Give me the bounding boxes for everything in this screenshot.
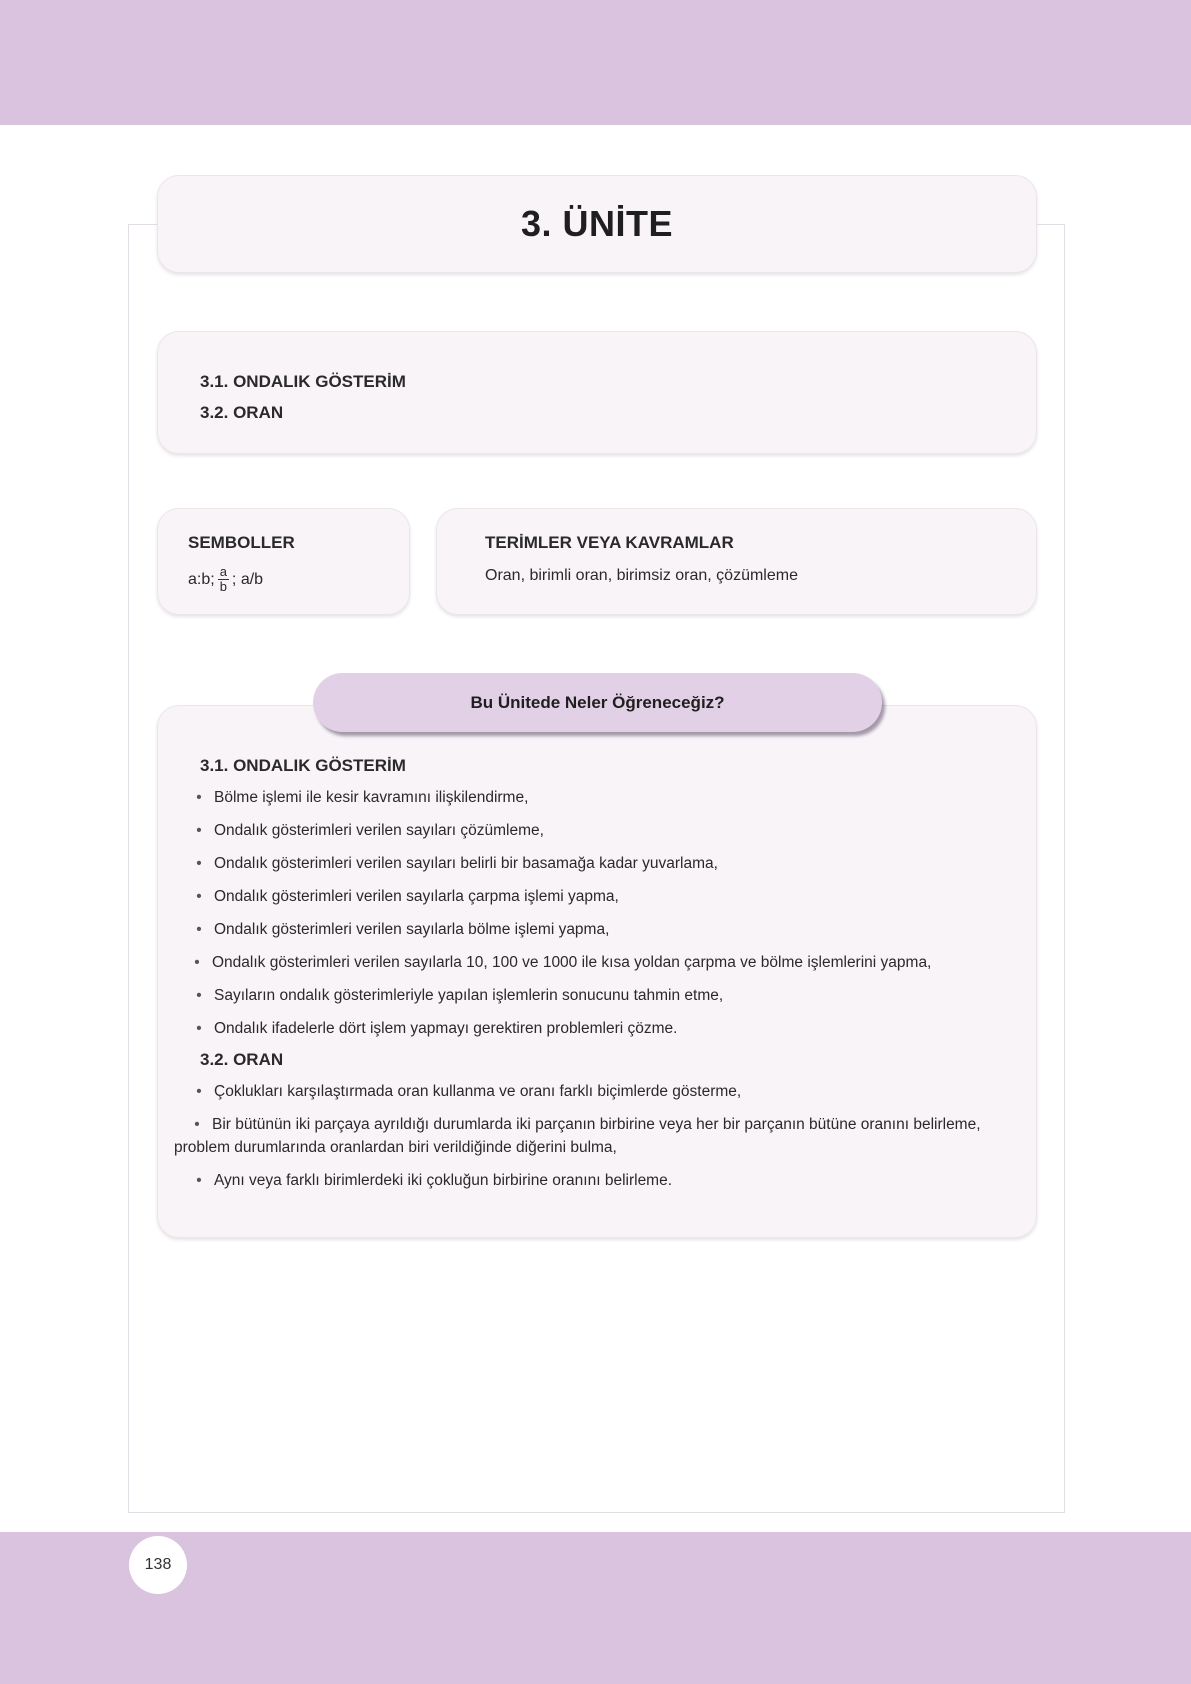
bullet-icon: • bbox=[196, 888, 202, 905]
bullet-icon: • bbox=[196, 987, 202, 1004]
unit-title: 3. ÜNİTE bbox=[520, 203, 674, 244]
list-item: • Çoklukları karşılaştırmada oran kullanma ve oranı farklı biçimlerde gösterme, bbox=[174, 1080, 1014, 1103]
ratio-outcomes-list bbox=[174, 1080, 1014, 1192]
learning-outcomes-title: Bu Ünitede Neler Öğreneceğiz? bbox=[470, 692, 725, 712]
bullet-icon: • bbox=[194, 954, 200, 971]
symbol-fraction bbox=[218, 565, 229, 594]
fraction-numerator: a bbox=[219, 564, 227, 579]
list-item: • Ondalık ifadelerle dört işlem yapmayı gerektiren problemleri çözme. bbox=[174, 1017, 1014, 1040]
symbols-notation bbox=[188, 565, 409, 594]
list-item: • Sayıların ondalık gösterimleriyle yapılan işlemlerin sonucunu tahmin etme, bbox=[174, 984, 1014, 1007]
unit-contents-card bbox=[157, 331, 1037, 454]
list-item: • Bir bütünün iki parçaya ayrıldığı durumlarda iki parçanın birbirine veya her bir parçanın bütüne oranını belirleme, problem durumlarında oranlardan biri verildiğinde diğerini bulma, bbox=[174, 1113, 1014, 1159]
fraction-denominator: b bbox=[219, 579, 227, 594]
bullet-icon: • bbox=[196, 855, 202, 872]
section-title-ratio: 3.2. ORAN bbox=[200, 1050, 284, 1069]
terms-heading: TERİMLER VEYA KAVRAMLAR bbox=[485, 533, 734, 552]
learning-outcomes-banner bbox=[313, 673, 882, 732]
list-item: • Ondalık gösterimleri verilen sayıları çözümleme, bbox=[174, 819, 1014, 842]
bullet-icon: • bbox=[196, 1172, 202, 1189]
page-number: 138 bbox=[129, 1536, 187, 1594]
list-item: • Bölme işlemi ile kesir kavramını ilişkilendirme, bbox=[174, 786, 1014, 809]
symbols-heading: SEMBOLLER bbox=[188, 533, 295, 552]
list-item: • Ondalık gösterimleri verilen sayılarla çarpma işlemi yapma, bbox=[174, 885, 1014, 908]
terms-text: Oran, birimli oran, birimsiz oran, çözümleme bbox=[485, 567, 798, 584]
decimal-outcomes-list bbox=[174, 786, 1014, 1040]
symbol-slash-form: ; a/b bbox=[231, 570, 264, 588]
symbol-colon-form: a:b; bbox=[188, 570, 215, 588]
bullet-icon: • bbox=[196, 1020, 202, 1037]
header-band bbox=[0, 0, 1191, 125]
contents-item-1: 3.1. ONDALIK GÖSTERİM bbox=[200, 372, 406, 391]
section-title-decimal: 3.1. ONDALIK GÖSTERİM bbox=[200, 756, 406, 775]
terms-card bbox=[436, 508, 1037, 615]
list-item: • Aynı veya farklı birimlerdeki iki çokluğun birbirine oranını belirleme. bbox=[174, 1169, 1014, 1192]
symbols-card bbox=[157, 508, 410, 615]
list-item: • Ondalık gösterimleri verilen sayıları belirli bir basamağa kadar yuvarlama, bbox=[174, 852, 1014, 875]
unit-title-card bbox=[157, 175, 1037, 273]
bullet-icon: • bbox=[196, 789, 202, 806]
learning-outcomes-card bbox=[157, 705, 1037, 1238]
bullet-icon: • bbox=[196, 822, 202, 839]
bullet-icon: • bbox=[194, 1116, 200, 1133]
list-item: • Ondalık gösterimleri verilen sayılarla 10, 100 ve 1000 ile kısa yoldan çarpma ve bölme işlemlerini yapma, bbox=[174, 951, 1014, 974]
contents-item-2: 3.2. ORAN bbox=[200, 403, 284, 422]
bullet-icon: • bbox=[196, 1083, 202, 1100]
bullet-icon: • bbox=[196, 921, 202, 938]
list-item: • Ondalık gösterimleri verilen sayılarla bölme işlemi yapma, bbox=[174, 918, 1014, 941]
